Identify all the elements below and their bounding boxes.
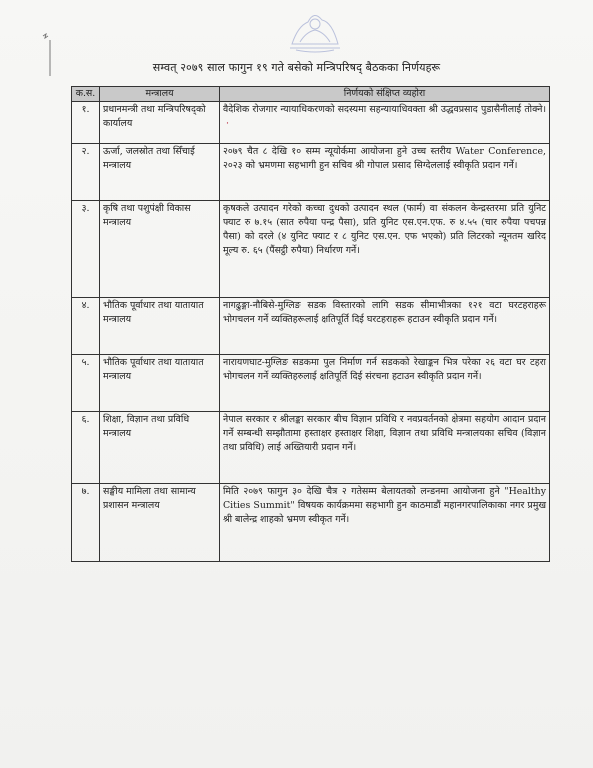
ministry-cell: भौतिक पूर्वाधार तथा यातायात मन्त्रालय <box>100 355 220 412</box>
serial-cell: ३. <box>72 201 100 298</box>
table-row <box>72 412 550 484</box>
ministry-cell: शिक्षा, विज्ञान तथा प्रविधि मन्त्रालय <box>100 412 220 484</box>
table-header-row <box>72 87 550 102</box>
serial-cell: ७. <box>72 484 100 562</box>
ministry-cell: प्रधानमन्त्री तथा मन्त्रिपरिषद्को कार्यालय <box>100 102 220 144</box>
table-row <box>72 144 550 201</box>
decision-cell: मिति २०७९ फागुन ३० देखि चैत्र २ गतेसम्म बेलायतको लन्डनमा आयोजना हुने "Healthy Cities Summit" विषयक कार्यक्रममा सहभागी हुन काठमाडौं महानगरपालिकाका नगर प्रमुख श्री बालेन्द्र शाहको भ्रमण स्वीकृत गर्ने। <box>220 484 550 562</box>
decision-cell: २०७९ चैत ८ देखि १० सम्म न्यूयोर्कमा आयोजना हुने उच्च स्तरीय Water Conference, २०२३ को भ्रमणमा सहभागी हुन सचिव श्री गोपाल प्रसाद सिग्देललाई स्वीकृति प्रदान गर्ने। <box>220 144 550 201</box>
serial-cell: ५. <box>72 355 100 412</box>
ministry-cell: सङ्घीय मामिला तथा सामान्य प्रशासन मन्त्रालय <box>100 484 220 562</box>
table-row <box>72 201 550 298</box>
decision-column-header: निर्णयको संक्षिप्त व्यहोरा <box>220 87 550 102</box>
ministry-cell: भौतिक पूर्वाधार तथा यातायात मन्त्रालय <box>100 298 220 355</box>
ink-mark-icon: · <box>226 117 229 129</box>
table-row <box>72 355 550 412</box>
ministry-cell: ऊर्जा, जलस्रोत तथा सिँचाई मन्त्रालय <box>100 144 220 201</box>
ministry-cell: कृषि तथा पशुपंक्षी विकास मन्त्रालय <box>100 201 220 298</box>
government-seal-icon <box>286 4 344 54</box>
serial-cell: ४. <box>72 298 100 355</box>
serial-cell: ६. <box>72 412 100 484</box>
table-row <box>72 102 550 144</box>
decision-cell: कृषकले उत्पादन गरेको कच्चा दुधको उत्पादन स्थल (फार्म) वा संकलन केन्द्रस्तरमा प्रति युनिट फ्याट रु ७.१५ (सात रुपैया पन्द्र पैसा), प्रति युनिट एस.एन.एफ. रु ४.५५ (चार रुपैया पचपन्न पैसा) को दरले (४ युनिट फ्याट र ८ युनिट एस.एन. एफ भएको) प्रति लिटरको न्यूनतम खरिद मूल्य रु. ६५ (पैंसट्ठी रुपैया) निर्धारण गर्ने। <box>220 201 550 298</box>
decision-text: वैदेशिक रोजगार न्यायाधिकरणको सदस्यमा सहन्यायाधिवक्ता श्री उद्धवप्रसाद पुडासैनीलाई तोक्ने। <box>223 104 546 115</box>
decision-cell <box>220 102 550 144</box>
serial-cell: १. <box>72 102 100 144</box>
serial-cell: २. <box>72 144 100 201</box>
decision-cell: नारायणघाट-मुग्लिङ सडकमा पुल निर्माण गर्न सडकको रेखाङ्कन भित्र परेका २६ वटा घर टहरा भोगचलन गर्ने व्यक्तिहरुलाई क्षतिपूर्ति दिई संरचना हटाउन स्वीकृति प्रदान गर्ने। <box>220 355 550 412</box>
table-row <box>72 484 550 562</box>
table-row <box>72 298 550 355</box>
decision-cell: नेपाल सरकार र श्रीलङ्का सरकार बीच विज्ञान प्रविधि र नवप्रवर्तनको क्षेत्रमा सहयोग आदान प्रदान गर्ने सम्बन्धी सम्झौतामा हस्ताक्षर हस्ताक्षर शिक्षा, विज्ञान तथा प्रविधि मन्त्रालयका सचिव (विज्ञान तथा प्रविधि) लाई अख्तियारी प्रदान गर्ने। <box>220 412 550 484</box>
page-heading: सम्वत् २०७९ साल फागुन १९ गते बसेको मन्त्रिपरिषद् बैठकका निर्णयहरू <box>152 61 441 74</box>
decision-cell: नागढुङ्गा-नौबिसे-मुग्लिङ सडक विस्तारको लागि सडक सीमाभीत्रका १२१ वटा घरटहराहरू भोगचलन गर्ने व्यक्तिहरूलाई क्षतिपूर्ति दिई घरटहराहरू हटाउन स्वीकृति प्रदान गर्ने। <box>220 298 550 355</box>
serial-column-header: क.स. <box>72 87 100 102</box>
decisions-table <box>71 86 550 562</box>
ministry-column-header: मन्त्रालय <box>100 87 220 102</box>
